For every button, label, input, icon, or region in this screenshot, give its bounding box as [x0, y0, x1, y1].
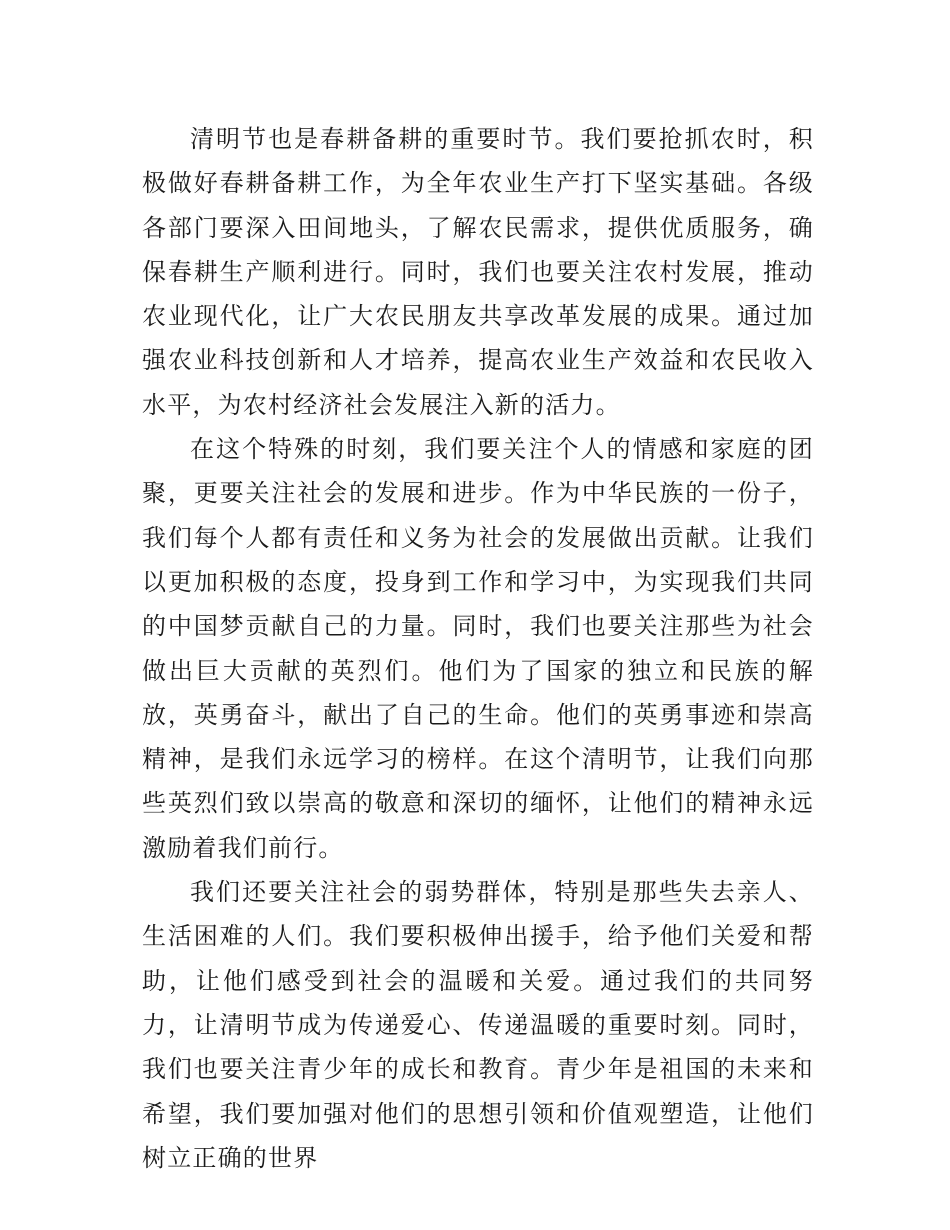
paragraph-martyrs: 在这个特殊的时刻，我们要关注个人的情感和家庭的团聚，更要关注社会的发展和进步。作为中华民族的一份子，我们每个人都有责任和义务为社会的发展做出贡献。让我们以更加积极的态度，投身到工作和学习中，为实现我们共同的中国梦贡献自己的力量。同时，我们也要关注那些为社会做出巨大贡献的英烈们。他们为了国家的独立和民族的解放，英勇奋斗，献出了自己的生命。他们的英勇事迹和崇高精神，是我们永远学习的榜样。在这个清明节，让我们向那些英烈们致以崇高的敬意和深切的缅怀，让他们的精神永远激励着我们前行。 [142, 435, 814, 862]
paragraph-vulnerable-groups: 我们还要关注社会的弱势群体，特别是那些失去亲人、生活困难的人们。我们要积极伸出援手，给予他们关爱和帮助，让他们感受到社会的温暖和关爱。通过我们的共同努力，让清明节成为传递爱心、传递温暖的重要时刻。同时，我们也要关注青少年的成长和教育。青少年是祖国的未来和希望，我们要加强对他们的思想引领和价值观塑造，让他们树立正确的世界 [142, 878, 814, 1172]
document-body [142, 117, 814, 1180]
paragraph-spring-farming: 清明节也是春耕备耕的重要时节。我们要抢抓农时，积极做好春耕备耕工作，为全年农业生产打下坚实基础。各级各部门要深入田间地头，了解农民需求，提供优质服务，确保春耕生产顺利进行。同时，我们也要关注农村发展，推动农业现代化，让广大农民朋友共享改革发展的成果。通过加强农业科技创新和人才培养，提高农业生产效益和农民收入水平，为农村经济社会发展注入新的活力。 [142, 125, 814, 419]
